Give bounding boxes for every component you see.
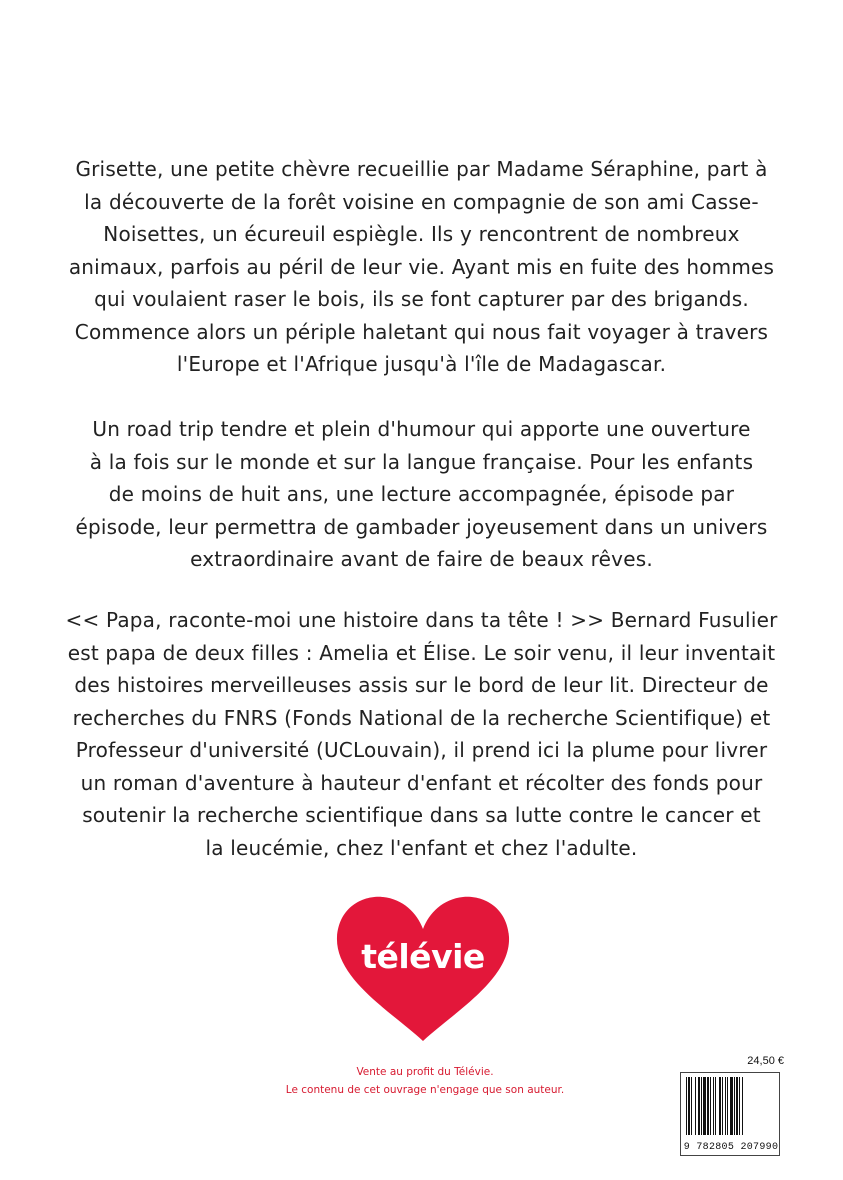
road-trip-line: épisode, leur permettra de gambader joyeusement dans un univers bbox=[75, 514, 768, 539]
barcode-icon bbox=[685, 1077, 777, 1137]
road-trip-line: Un road trip tendre et plein d'humour qui apporte une ouverture bbox=[92, 417, 751, 441]
author-line: recherches du FNRS (Fonds National de la recherche Scientifique) et bbox=[72, 705, 771, 730]
author-line: est papa de deux filles : Amelia et Élise. Le soir venu, il leur inventait bbox=[67, 640, 776, 665]
author-line: un roman d'aventure à hauteur d'enfant et récolter des fonds pour bbox=[80, 770, 763, 795]
disclaimer-notice: Le contenu de cet ouvrage n'engage que son auteur. bbox=[285, 1084, 565, 1096]
summary-line: qui voulaient raser le bois, ils se font capturer par des brigands. bbox=[94, 287, 749, 311]
road-trip-paragraph bbox=[60, 413, 783, 576]
isbn-number: 9 782805 207990 bbox=[683, 1142, 779, 1153]
road-trip-line: à la fois sur le monde et sur la langue française. Pour les enfants bbox=[89, 449, 754, 474]
price-label: 24,50 € bbox=[747, 1055, 784, 1067]
barcode-block bbox=[680, 1055, 784, 1159]
summary-line: Commence alors un périple haletant qui nous fait voyager à travers bbox=[74, 319, 769, 344]
charity-notice: Vente au profit du Télévie. bbox=[356, 1066, 494, 1078]
author-line: des histoires merveilleuses assis sur le bord de leur lit. Directeur de bbox=[74, 673, 769, 697]
logo-wordmark: télévie bbox=[361, 937, 485, 976]
summary-line: la découverte de la forêt voisine en compagnie de son ami Casse- bbox=[84, 189, 759, 214]
author-line: << Papa, raconte-moi une histoire dans ta tête ! >> Bernard Fusulier bbox=[65, 608, 778, 632]
summary-line: Grisette, une petite chèvre recueillie par Madame Séraphine, part à bbox=[75, 157, 768, 181]
summary-paragraph bbox=[60, 153, 783, 381]
summary-line: Noisettes, un écureuil espiègle. Ils y rencontrent de nombreux bbox=[103, 222, 740, 246]
author-line: Professeur d'université (UCLouvain), il prend ici la plume pour livrer bbox=[75, 738, 768, 762]
author-paragraph bbox=[60, 604, 783, 864]
summary-line: animaux, parfois au péril de leur vie. Ayant mis en fuite des hommes bbox=[68, 254, 775, 279]
road-trip-line: extraordinaire avant de faire de beaux rêves. bbox=[190, 547, 653, 571]
barcode-frame bbox=[680, 1072, 780, 1156]
road-trip-line: de moins de huit ans, une lecture accompagnée, épisode par bbox=[108, 482, 735, 506]
author-line: soutenir la recherche scientifique dans sa lutte contre le cancer et bbox=[82, 803, 761, 827]
summary-line: l'Europe et l'Afrique jusqu'à l'île de Madagascar. bbox=[176, 352, 667, 376]
author-line: la leucémie, chez l'enfant et chez l'adulte. bbox=[205, 835, 638, 860]
televie-logo bbox=[333, 895, 513, 1043]
